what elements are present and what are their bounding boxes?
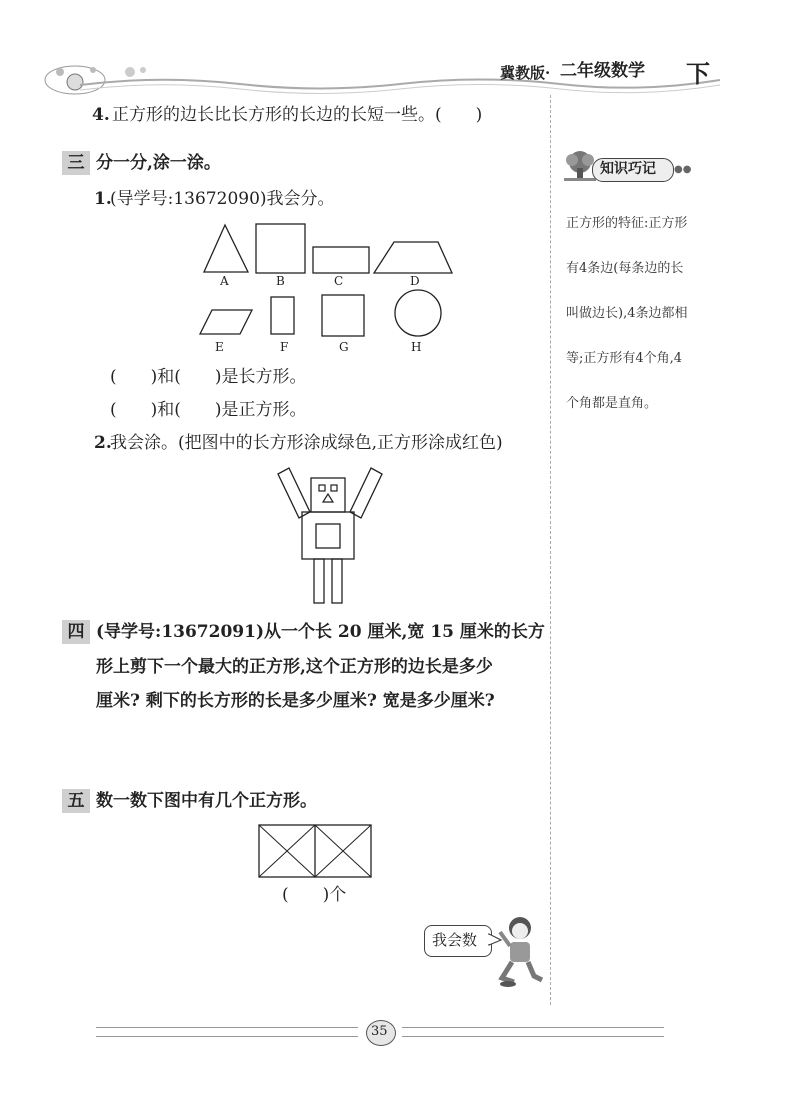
robot-left-arm[interactable] (278, 468, 310, 518)
count-squares-figure (258, 824, 374, 880)
shape-f-rectangle (271, 297, 294, 334)
grade-subject-label: 二年级数学 (560, 61, 645, 81)
robot-figure[interactable] (276, 466, 386, 606)
sidebar-dots-icon: ●● (674, 164, 692, 175)
shape-e-parallelogram (200, 310, 252, 334)
column-divider (550, 95, 551, 1005)
section3-badge: 三 (62, 151, 90, 175)
robot-chest-square[interactable] (316, 524, 340, 548)
robot-right-leg[interactable] (332, 559, 342, 603)
shape-label-b: B (276, 274, 285, 288)
sidebar-line-5: 个角都是直角。 (566, 396, 658, 411)
q4-number: 4. (92, 105, 110, 125)
robot-left-eye[interactable] (319, 485, 325, 491)
robot-body[interactable] (302, 512, 354, 559)
sidebar-line-3: 叫做边长),4条边都相 (566, 306, 688, 321)
volume-label: 下 (686, 59, 710, 88)
robot-right-arm[interactable] (350, 468, 382, 518)
shape-c-rectangle (313, 247, 369, 273)
shape-a-triangle (204, 225, 248, 272)
child-illustration (494, 914, 550, 990)
sidebar-line-4: 等;正方形有4个角,4 (566, 351, 683, 366)
q1-label: 1. (94, 189, 112, 209)
robot-left-leg[interactable] (314, 559, 324, 603)
shape-label-f: F (280, 340, 289, 354)
speech-bubble-text: 我会数 (432, 931, 478, 949)
robot-nose-triangle (323, 494, 333, 502)
section4-line1: (导学号:13672091)从一个长 20 厘米,宽 15 厘米的长方 (96, 622, 545, 642)
sidebar-title: 知识巧记 (600, 161, 656, 177)
shape-label-e: E (215, 340, 224, 354)
shape-label-a: A (220, 274, 229, 288)
page-number: 35 (371, 1024, 388, 1039)
footer-right-lines (402, 1027, 664, 1037)
section4-line3: 厘米? 剩下的长方形的长是多少厘米? 宽是多少厘米? (96, 691, 495, 711)
section5-badge: 五 (62, 789, 90, 813)
sidebar-line-1: 正方形的特征:正方形 (566, 216, 688, 231)
q1-answer-rectangles[interactable]: ( )和( )是长方形。 (110, 367, 307, 387)
sidebar-line-2: 有4条边(每条边的长 (566, 261, 684, 276)
shapes-figure (200, 220, 460, 355)
section3-title: 分一分,涂一涂。 (96, 153, 221, 173)
footer-left-lines (96, 1027, 358, 1037)
shape-label-c: C (334, 274, 344, 288)
section5-title: 数一数下图中有几个正方形。 (96, 791, 317, 811)
shape-label-h: H (411, 340, 422, 354)
robot-right-eye[interactable] (331, 485, 337, 491)
section4-badge: 四 (62, 620, 90, 644)
edition-label: 冀教版· (500, 64, 551, 82)
shape-b-square (256, 224, 305, 273)
section5-answer[interactable]: ( )个 (282, 885, 347, 905)
section4-line2: 形上剪下一个最大的正方形,这个正方形的边长是多少 (96, 657, 493, 677)
q1-answer-squares[interactable]: ( )和( )是正方形。 (110, 400, 307, 420)
q4-text: 正方形的边长比长方形的长边的长短一些。( ) (112, 105, 483, 125)
shape-label-g: G (339, 340, 349, 354)
q2-label: 2. (94, 433, 112, 453)
shape-label-d: D (410, 274, 420, 288)
shape-h-circle (395, 290, 441, 336)
q1-text: (导学号:13672090)我会分。 (110, 189, 335, 209)
shape-d-trapezoid (374, 242, 452, 273)
q2-text: 我会涂。(把图中的长方形涂成绿色,正方形涂成红色) (110, 433, 503, 453)
shape-g-square (322, 295, 364, 336)
